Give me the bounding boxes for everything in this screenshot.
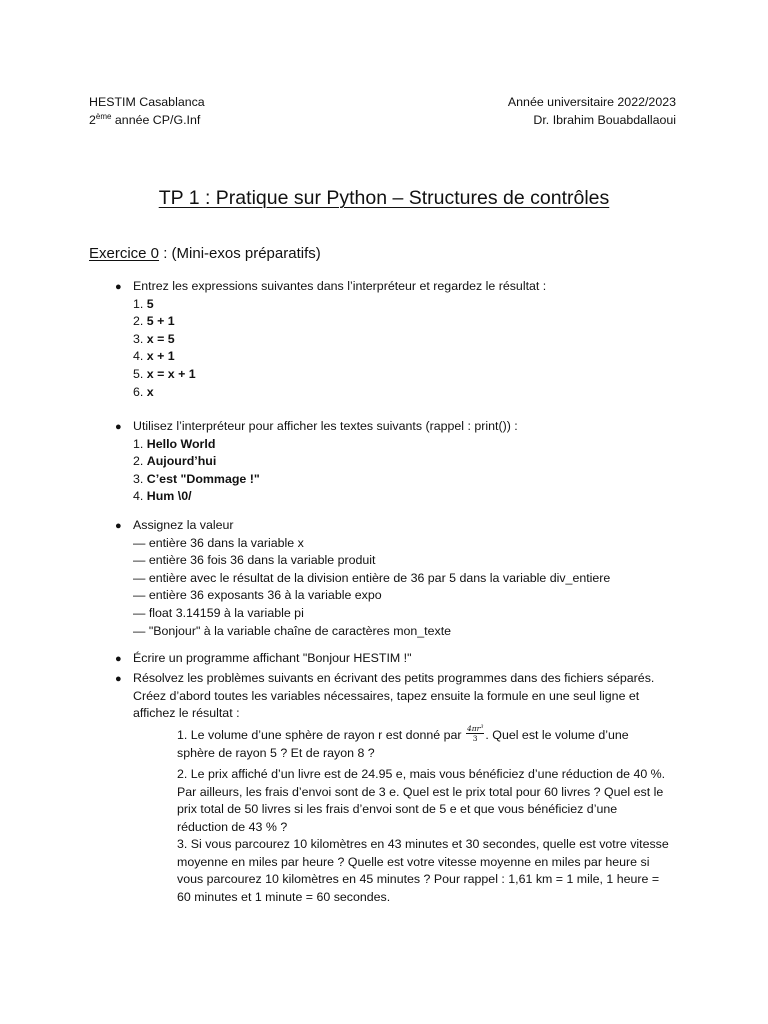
bullet-dot: ● [115,520,122,532]
list-item: 2. 5 + 1 [133,314,175,329]
exercise-heading [89,245,321,262]
problem-line: 1. Le volume d’une sphère de rayon r est donné par $\frac{4\pi r^3}{3}$ . Quel est le volume d’une [177,723,629,743]
list-item: 3. x = 5 [133,331,175,346]
problem-1 [177,723,687,762]
bullet-hello-program [133,650,412,668]
exercise-label: Exercice 0 [89,245,160,262]
list-item: 6. x [133,384,154,399]
problem-line: sphère de rayon 5 ? Et de rayon 8 ? [177,745,375,760]
teacher-name: Dr. Ibrahim Bouabdallaoui [533,113,676,127]
list-item: 1. 5 [133,296,154,311]
list-item: 4. x + 1 [133,349,175,364]
bullet-intro: Assignez la valeur [133,518,234,532]
bullet-print-texts [133,418,518,506]
list-item: — "Bonjour" à la variable chaîne de caractères mon_texte [133,623,452,638]
bullet-line: Créez d’abord toutes les variables nécessaires, tapez ensuite la formule en une seul ligne et [133,688,640,703]
bullet-text: Écrire un programme affichant "Bonjour HESTIM !" [133,651,412,665]
list-item: 5. x = x + 1 [133,366,196,381]
problem-line: prix total de 50 livres si les frais d’envoi sont de 5 e et que vous bénéficiez d’une [177,802,618,817]
list-item: — float 3.14159 à la variable pi [133,605,304,620]
list-item: — entière 36 exposants 36 à la variable expo [133,588,382,603]
bullet-dot: ● [115,673,122,685]
list-item: 3. C’est "Dommage !" [133,471,260,486]
bullet-expressions [133,278,546,401]
list-item: 2. Aujourd’hui [133,454,217,469]
bullet-intro: Utilisez l’interpréteur pour afficher les textes suivants (rappel : print()) : [133,419,518,433]
bullet-problems [133,670,654,723]
level-rest: année CP/G.Inf [111,113,201,127]
bullet-assign [133,517,610,640]
level-prefix: 2 [89,113,96,127]
exercise-subtitle: : (Mini-exos préparatifs) [159,245,321,262]
list-item: — entière avec le résultat de la division entière de 36 par 5 dans la variable div_entiere [133,570,611,585]
level-sup: ème [95,112,112,121]
problem-2 [177,766,687,836]
problem-line: 2. Le prix affiché d’un livre est de 24.95 e, mais vous bénéficiez d’une réduction de 40 %. [177,767,666,781]
page-title: TP 1 : Pratique sur Python – Structures de contrôles [158,187,610,209]
bullet-line: Résolvez les problèmes suivants en écrivant des petits programmes dans des fichiers séparés. [133,671,655,685]
bullet-dot: ● [115,653,122,665]
problem-3 [177,836,687,906]
list-item: 4. Hum \0/ [133,489,192,504]
header-left [89,93,205,129]
list-item: — entière 36 fois 36 dans la variable produit [133,553,376,568]
bullet-dot: ● [115,421,122,433]
class-level [89,111,205,129]
bullet-intro: Entrez les expressions suivantes dans l’interpréteur et regardez le résultat : [133,279,547,293]
problem-line: 3. Si vous parcourez 10 kilomètres en 43 minutes et 30 secondes, quelle est votre vitesse [177,837,669,851]
problem-line: Par ailleurs, les frais d’envoi sont de 3 e. Quel est le prix total pour 60 livres ? Quel est le [177,784,664,799]
school-name: HESTIM Casablanca [89,95,205,109]
problem-line: vous parcourez 10 kilomètres en 45 minutes ? Pour rappel : 1,61 km = 1 mile, 1 heure = [177,872,660,887]
problem-line: 60 minutes et 1 minute = 60 secondes. [177,889,391,904]
problem-line: moyenne en miles par heure ? Quelle est votre vitesse moyenne en miles par heure si [177,854,650,869]
list-item: 1. Hello World [133,436,216,451]
bullet-line: affichez le résultat : [133,706,240,721]
sphere-volume-fraction: $\frac{4\pi r^3}{3}$ [466,723,484,743]
bullet-dot: ● [115,281,122,293]
academic-year: Année universitaire 2022/2023 [507,95,676,109]
problem-line: réduction de 43 % ? [177,819,288,834]
list-item: — entière 36 dans la variable x [133,535,304,550]
header-right [508,93,676,129]
